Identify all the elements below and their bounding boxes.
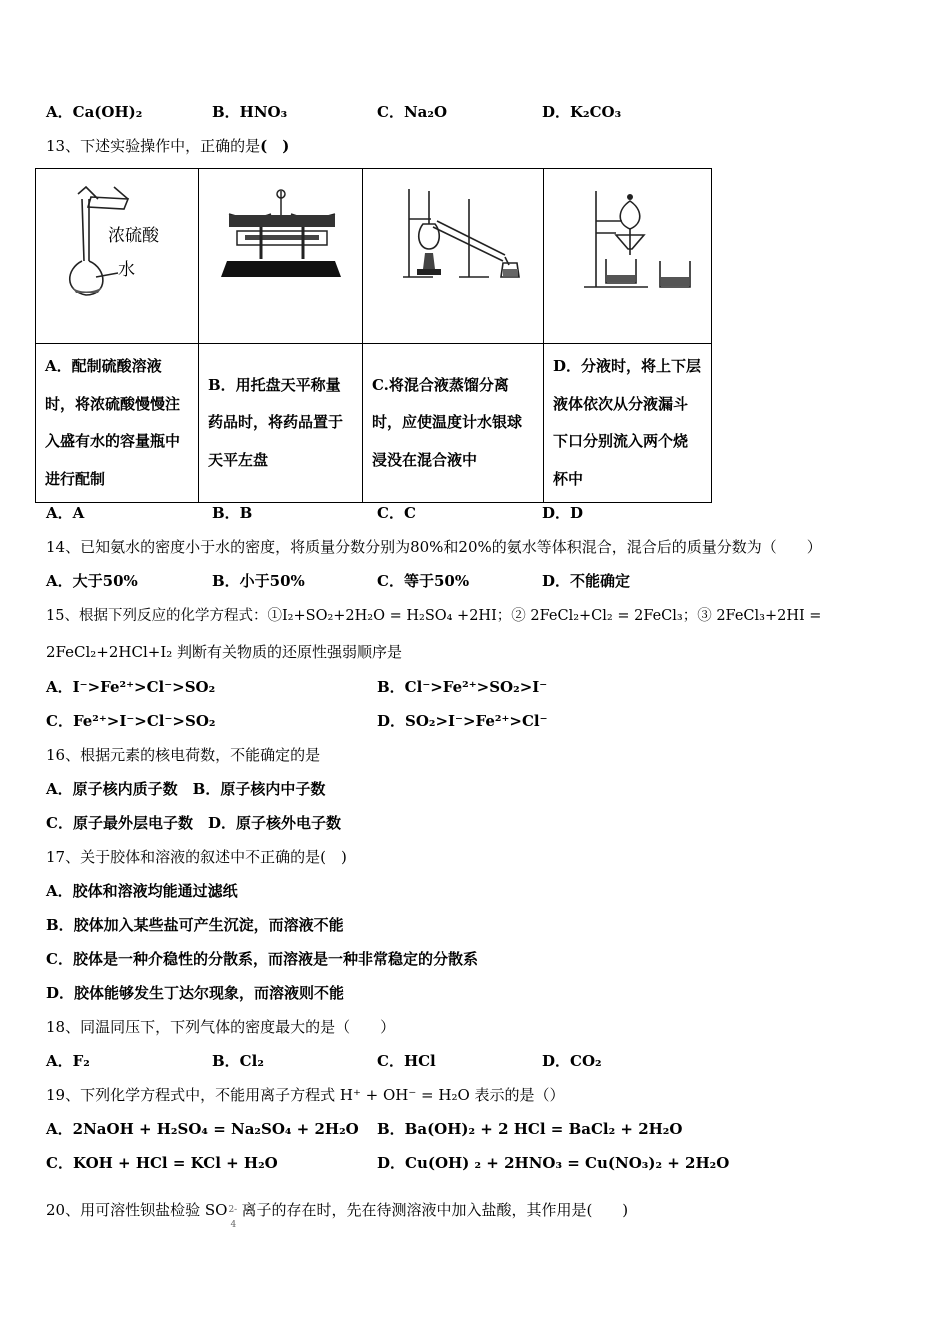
distillation-apparatus-icon: [363, 169, 543, 339]
q12-option-c: C．Na₂O: [377, 103, 448, 121]
q20-stem: [46, 1200, 629, 1230]
q15-option-a: A．I⁻>Fe²⁺>Cl⁻>SO₂: [46, 678, 216, 696]
q18-stem: 18、同温同压下，下列气体的密度最大的是（ ）: [46, 1018, 396, 1036]
q15-stem-line1: 15、根据下列反应的化学方程式：①I₂+SO₂+2H₂O = H₂SO₄ +2HI；② 2FeCl₂+Cl₂ = 2FeCl₃；③ 2FeCl₃+2HI =: [46, 608, 822, 624]
q17-option-b: B．胶体加入某些盐可产生沉淀，而溶液不能: [46, 916, 344, 934]
q15-option-b: B．Cl⁻>Fe²⁺>SO₂>I⁻: [377, 678, 548, 696]
q13-option-a: A．A: [46, 504, 85, 522]
q16-options-ab: A．原子核内质子数 B．原子核内中子数: [46, 780, 326, 798]
q12-option-d: D．K₂CO₃: [542, 103, 622, 121]
q19-stem: 19、下列化学方程式中，不能用离子方程式 H⁺ + OH⁻ = H₂O 表示的是（）: [46, 1086, 565, 1104]
ion-charge: 2-: [228, 1205, 238, 1215]
q13-option-text-c: [363, 344, 544, 503]
q20-stem-post: 离子的存在时，先在待测溶液中加入盐酸，其作用是( ): [241, 1201, 629, 1219]
q15-stem-line2: 2FeCl₂+2HCl+I₂ 判断有关物质的还原性强弱顺序是: [46, 643, 403, 661]
q18-option-d: D．CO₂: [542, 1052, 602, 1070]
volumetric-flask-icon: [36, 169, 198, 339]
balance-scale-icon: [199, 169, 362, 339]
q13-option-d: D．D: [542, 504, 584, 522]
q13-cell-c: C.将混合液蒸馏分离时，应使温度计水银球浸没在混合液中: [372, 375, 523, 469]
q14-option-b: B．小于50%: [212, 572, 305, 590]
q19-option-d: D．Cu(OH) ₂ + 2HNO₃ = Cu(NO₃)₂ + 2H₂O: [377, 1154, 730, 1172]
q12-option-a: A．Ca(OH)₂: [46, 103, 143, 121]
q13-image-a: [36, 169, 199, 344]
q17-stem: 17、关于胶体和溶液的叙述中不正确的是( ): [46, 848, 347, 866]
q12-option-b: B．HNO₃: [212, 103, 288, 121]
q14-option-d: D．不能确定: [542, 572, 631, 590]
q13-option-c: C．C: [377, 504, 416, 522]
q13-table: [35, 168, 712, 503]
q13-stem: [46, 136, 289, 156]
q18-option-b: B．Cl₂: [212, 1052, 264, 1070]
flask-label-acid: 浓硫酸: [108, 226, 159, 246]
q13-image-c: [363, 169, 544, 344]
q15-option-d: D．SO₂>I⁻>Fe²⁺>Cl⁻: [377, 712, 548, 730]
q16-stem: 16、根据元素的核电荷数，不能确定的是: [46, 746, 321, 764]
separatory-funnel-icon: [544, 169, 711, 339]
q19-option-c: C．KOH + HCl = KCl + H₂O: [46, 1154, 278, 1172]
q13-image-b: [199, 169, 363, 344]
q13-cell-a: A．配制硫酸溶液时，将浓硫酸慢慢注入盛有水的容量瓶中进行配制: [45, 357, 181, 488]
q13-image-d: [544, 169, 712, 344]
q13-answer-paren: ( ): [260, 137, 290, 155]
q20-stem-pre: 20、用可溶性钡盐检验 SO: [46, 1201, 228, 1219]
ion-subscript: 4: [230, 1220, 237, 1230]
q14-stem: 14、已知氨水的密度小于水的密度，将质量分数分别为80%和20%的氨水等体积混合，混合后的质量分数为（ ）: [46, 538, 822, 556]
q17-option-d: D．胶体能够发生丁达尔现象，而溶液则不能: [46, 984, 345, 1002]
q13-option-text-a: [36, 344, 199, 503]
q13-stem-text: 13、下述实验操作中，正确的是: [46, 137, 261, 155]
q15-option-c: C．Fe²⁺>I⁻>Cl⁻>SO₂: [46, 712, 216, 730]
q13-option-b: B．B: [212, 504, 253, 522]
q17-option-a: A．胶体和溶液均能通过滤纸: [46, 882, 238, 900]
q18-option-a: A．F₂: [46, 1052, 90, 1070]
flask-label-water: 水: [118, 260, 135, 280]
q13-option-text-b: [199, 344, 363, 503]
q19-option-a: A．2NaOH + H₂SO₄ = Na₂SO₄ + 2H₂O: [46, 1120, 359, 1138]
q16-options-cd: C．原子最外层电子数 D．原子核外电子数: [46, 814, 341, 832]
q14-option-c: C．等于50%: [377, 572, 470, 590]
q18-option-c: C．HCl: [377, 1052, 436, 1070]
q19-option-b: B．Ba(OH)₂ + 2 HCl = BaCl₂ + 2H₂O: [377, 1120, 683, 1138]
q13-option-text-d: [544, 344, 712, 503]
q13-cell-b: B．用托盘天平称量药品时，将药品置于天平左盘: [208, 375, 344, 469]
q13-cell-d: D．分液时，将上下层液体依次从分液漏斗下口分别流入两个烧杯中: [553, 357, 702, 488]
q14-option-a: A．大于50%: [46, 572, 138, 590]
q17-option-c: C．胶体是一种介稳性的分散系，而溶液是一种非常稳定的分散系: [46, 950, 478, 968]
